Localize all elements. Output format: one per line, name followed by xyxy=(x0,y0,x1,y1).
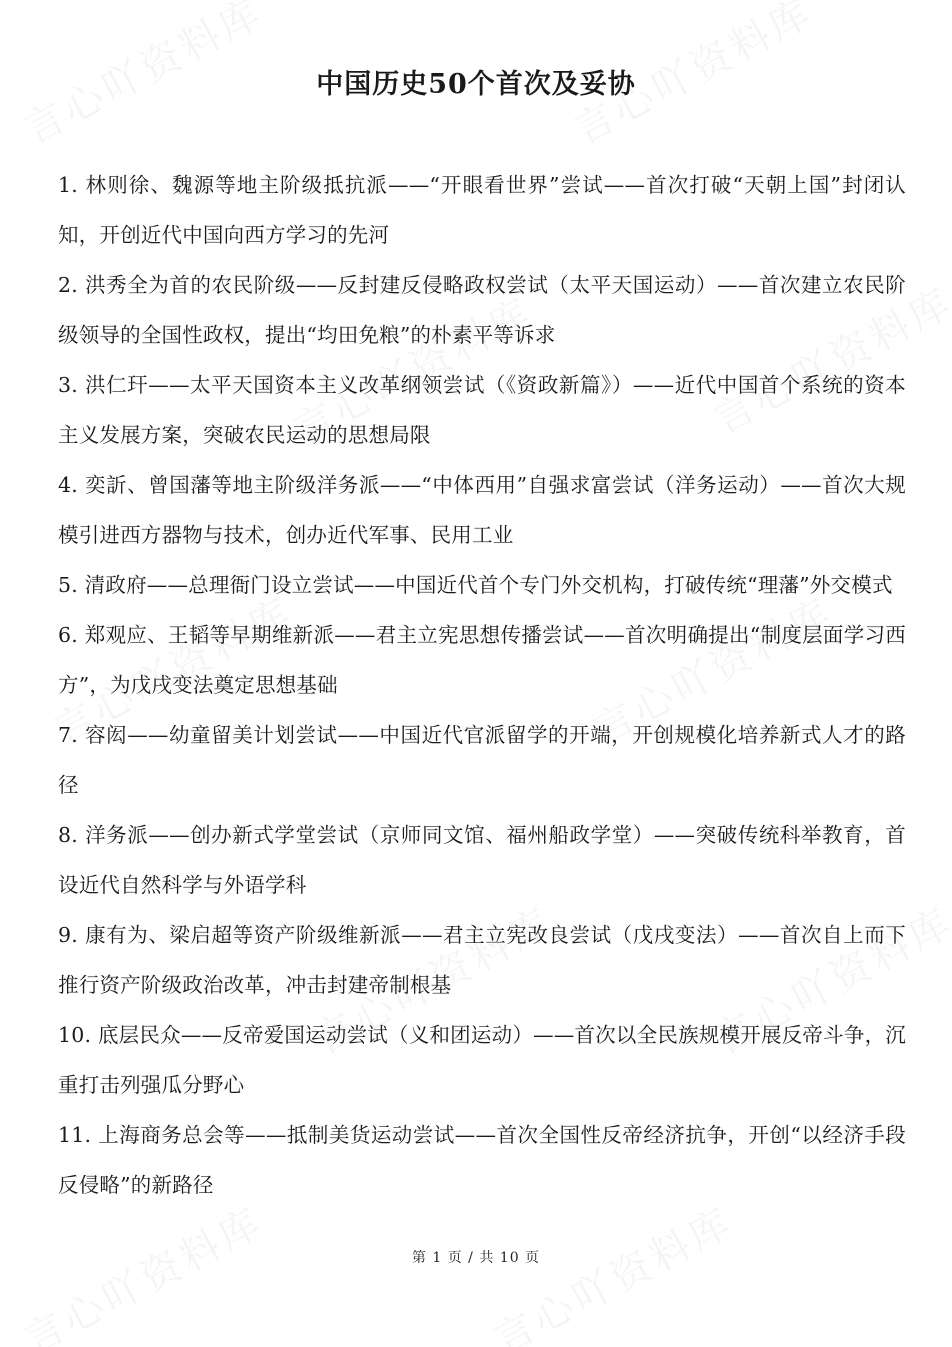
item-text: 上海商务总会等——抵制美货运动尝试——首次全国性反帝经济抗争，开创“以经济手段反侵略”的新路径 xyxy=(58,1123,907,1197)
list-item xyxy=(58,910,906,1010)
list-item xyxy=(58,160,906,260)
list-item xyxy=(58,560,906,610)
item-number: 9. xyxy=(58,923,78,947)
list-item xyxy=(58,1010,906,1110)
item-text: 奕訢、曾国藩等地主阶级洋务派——“中体西用”自强求富尝试（洋务运动）——首次大规模引进西方器物与技术，创办近代军事、民用工业 xyxy=(58,473,906,547)
item-number: 11. xyxy=(58,1123,92,1147)
watermark xyxy=(482,1191,742,1347)
item-number: 6. xyxy=(58,623,78,647)
item-text: 容闳——幼童留美计划尝试——中国近代官派留学的开端，开创规模化培养新式人才的路径 xyxy=(58,723,906,797)
list-item xyxy=(58,360,906,460)
watermark xyxy=(12,1191,272,1347)
item-text: 林则徐、魏源等地主阶级抵抗派——“开眼看世界”尝试——首次打破“天朝上国”封闭认知，开创近代中国向西方学习的先河 xyxy=(58,173,907,247)
list-item xyxy=(58,260,906,360)
item-number: 8. xyxy=(58,823,78,847)
list-item xyxy=(58,610,906,710)
page-title: 中国历史50个首次及妥协 xyxy=(316,69,636,100)
item-number: 5. xyxy=(58,573,78,597)
item-list xyxy=(58,160,906,1210)
list-item xyxy=(58,810,906,910)
item-text: 洪仁玕——太平天国资本主义改革纲领尝试（《资政新篇》）——近代中国首个系统的资本主义发展方案，突破农民运动的思想局限 xyxy=(58,373,907,447)
item-number: 4. xyxy=(58,473,78,497)
item-number: 2. xyxy=(58,273,78,297)
item-number: 7. xyxy=(58,723,78,747)
item-text: 郑观应、王韬等早期维新派——君主立宪思想传播尝试——首次明确提出“制度层面学习西方”，为戊戌变法奠定思想基础 xyxy=(58,623,906,697)
list-item xyxy=(58,710,906,810)
item-text: 清政府——总理衙门设立尝试——中国近代首个专门外交机构，打破传统“理藩”外交模式 xyxy=(84,573,893,597)
page-footer: 第 1 页 / 共 10 页 xyxy=(411,1250,541,1266)
item-number: 3. xyxy=(58,373,78,397)
item-text: 康有为、梁启超等资产阶级维新派——君主立宪改良尝试（戊戌变法）——首次自上而下推行资产阶级政治改革，冲击封建帝制根基 xyxy=(58,923,906,997)
list-item xyxy=(58,1110,906,1210)
item-text: 洋务派——创办新式学堂尝试（京师同文馆、福州船政学堂）——突破传统科举教育，首设近代自然科学与外语学科 xyxy=(58,823,906,897)
item-text: 底层民众——反帝爱国运动尝试（义和团运动）——首次以全民族规模开展反帝斗争，沉重打击列强瓜分野心 xyxy=(58,1023,906,1097)
item-number: 10. xyxy=(58,1023,92,1047)
list-item xyxy=(58,460,906,560)
item-text: 洪秀全为首的农民阶级——反封建反侵略政权尝试（太平天国运动）——首次建立农民阶级领导的全国性政权，提出“均田免粮”的朴素平等诉求 xyxy=(58,273,906,347)
item-number: 1. xyxy=(58,173,78,197)
